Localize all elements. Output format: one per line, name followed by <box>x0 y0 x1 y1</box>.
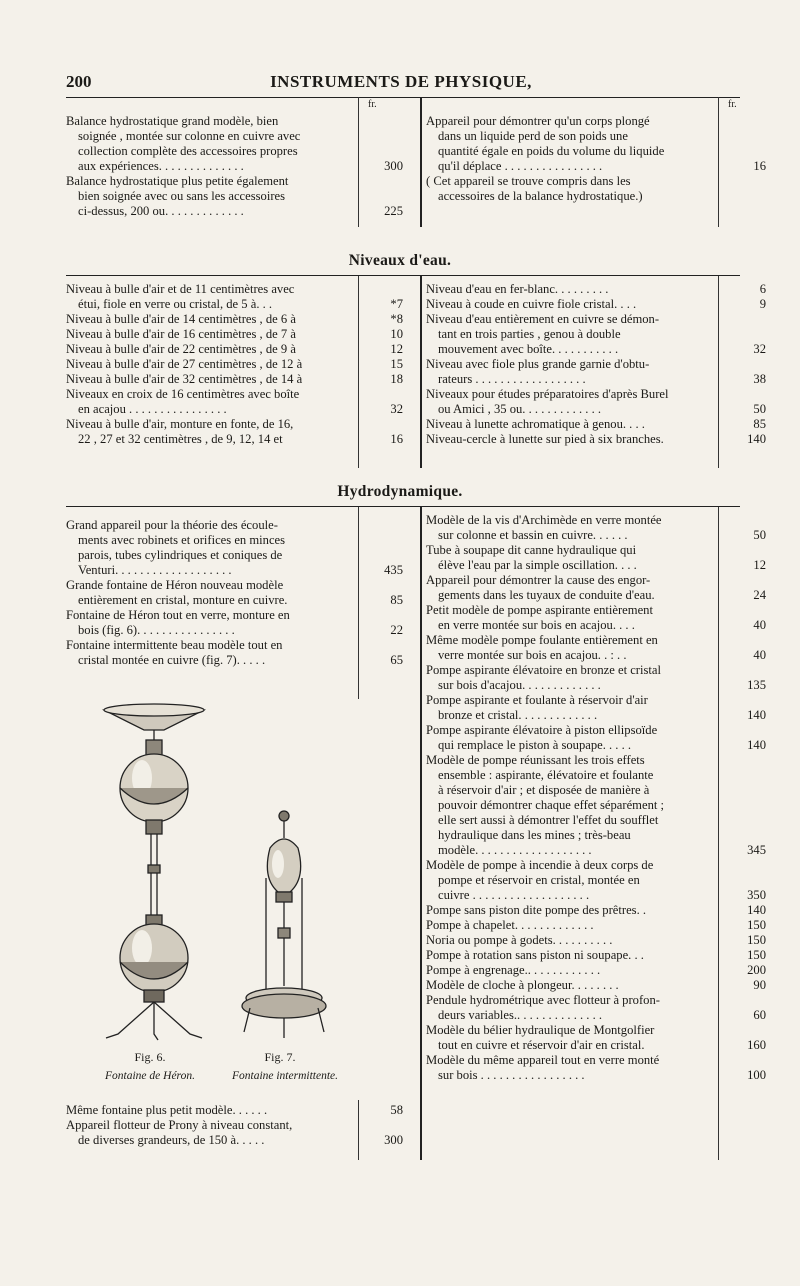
entry-description <box>66 608 357 638</box>
entry-description <box>66 357 357 372</box>
entry-line: Même fontaine plus petit modèle. . . . . . <box>66 1103 268 1117</box>
entry-line: ensemble : aspirante, élévatoire et foulante <box>438 768 654 782</box>
entry-description <box>66 372 357 387</box>
entry-description <box>66 342 357 357</box>
catalog-entry <box>426 918 766 933</box>
entry-line: Balance hydrostatique grand modèle, bien <box>66 114 279 128</box>
entry-line: Niveau à coude en cuivre fiole cristal. . . . <box>426 297 637 311</box>
entry-description <box>426 978 720 993</box>
entry-description <box>66 282 357 312</box>
entry-description <box>66 387 357 417</box>
entry-line: Niveau à bulle d'air de 32 centimètres , de 14 à <box>66 372 303 386</box>
entry-line: ments avec robinets et orifices en minces <box>78 533 286 547</box>
hydro-right-column <box>426 513 766 1083</box>
entry-line: Même modèle pompe foulante entièrement en <box>426 633 658 647</box>
catalog-entry <box>426 948 766 963</box>
entry-price: 100 <box>747 1068 766 1082</box>
entry-description <box>426 114 720 174</box>
entry-description <box>66 312 357 327</box>
entry-line: Niveau à bulle d'air de 16 centimètres , de 7 à <box>66 327 296 341</box>
entry-line: pouvoir démontrer chaque effet séparément ; <box>438 798 665 812</box>
catalog-entry <box>426 387 766 417</box>
entry-price: 300 <box>384 159 403 173</box>
entry-line: Modèle du même appareil tout en verre monté <box>426 1053 660 1067</box>
catalog-entry <box>426 978 766 993</box>
catalog-entry <box>426 903 766 918</box>
entry-line: hydraulique dans les mines ; très-beau <box>438 828 631 842</box>
entry-description <box>426 312 720 357</box>
entry-price: 40 <box>753 648 766 662</box>
catalog-entry <box>426 723 766 753</box>
catalog-entry <box>426 282 766 297</box>
catalog-entry <box>426 357 766 387</box>
entry-line: aux expériences. . . . . . . . . . . . . . <box>78 159 244 173</box>
entry-line: Niveau d'eau en fer-blanc. . . . . . . . . <box>426 282 609 296</box>
entry-line: soignée , montée sur colonne en cuivre avec <box>78 129 301 143</box>
entry-description <box>426 432 720 447</box>
entry-price: 32 <box>753 342 766 356</box>
currency-label-right: fr. <box>728 99 737 110</box>
entry-price: 85 <box>390 593 403 607</box>
entry-line: Pendule hydrométrique avec flotteur à profon- <box>426 993 660 1007</box>
entry-line: sur bois d'acajou. . . . . . . . . . . . . <box>438 678 601 692</box>
entry-description <box>66 518 357 578</box>
entry-description <box>426 603 720 633</box>
entry-line: Appareil pour démontrer la cause des engor- <box>426 573 651 587</box>
catalog-entry <box>66 638 403 668</box>
entry-price: 9 <box>759 297 766 311</box>
entry-price: 150 <box>747 948 766 962</box>
entry-description <box>426 1053 720 1083</box>
header-rule <box>66 97 740 98</box>
entry-price: 200 <box>747 963 766 977</box>
entry-description <box>426 387 720 417</box>
entry-price: 85 <box>753 417 766 431</box>
entry-line: Niveaux pour études préparatoires d'après Burel <box>426 387 669 401</box>
entry-line: Niveau à bulle d'air de 27 centimètres , de 12 à <box>66 357 303 371</box>
catalog-entry <box>66 578 403 608</box>
entry-price: 300 <box>384 1133 403 1147</box>
entry-line: pompe et réservoir en cristal, montée en <box>438 873 640 887</box>
entry-line: Modèle de la vis d'Archimède en verre montée <box>426 513 662 527</box>
entry-line: dans un liquide perd de son poids une <box>438 129 628 143</box>
entry-description <box>426 357 720 387</box>
entry-line: Grande fontaine de Héron nouveau modèle <box>66 578 284 592</box>
entry-description <box>426 903 720 918</box>
entry-line: Balance hydrostatique plus petite également <box>66 174 289 188</box>
niveaux-left-column <box>66 282 403 447</box>
section-rule <box>66 275 740 276</box>
entry-line: gements dans les tuyaux de conduite d'eau. <box>438 588 655 602</box>
entry-line: Petit modèle de pompe aspirante entièrement <box>426 603 653 617</box>
entry-line: Modèle du bélier hydraulique de Montgolfier <box>426 1023 655 1037</box>
figure-7-label: Fig. 7. <box>264 1050 296 1064</box>
entry-price: 50 <box>753 402 766 416</box>
catalog-entry <box>426 174 766 204</box>
entry-description <box>426 573 720 603</box>
catalog-entry <box>66 327 403 342</box>
entry-line: bien soignée avec ou sans les accessoires <box>78 189 286 203</box>
catalog-entry <box>66 387 403 417</box>
entry-description <box>66 327 357 342</box>
entry-line: élève l'eau par la simple oscillation. . . . <box>438 558 637 572</box>
entry-description <box>66 114 357 174</box>
entry-price: 50 <box>753 528 766 542</box>
entry-line: sur colonne et bassin en cuivre. . . . . . <box>438 528 628 542</box>
entry-description <box>426 693 720 723</box>
entry-line: Niveau avec fiole plus grande garnie d'obtu- <box>426 357 650 371</box>
entry-description <box>426 543 720 573</box>
entry-price: 90 <box>753 978 766 992</box>
entry-price: 58 <box>390 1103 403 1117</box>
entry-price: 225 <box>384 204 403 218</box>
catalog-entry <box>66 1103 403 1118</box>
entry-line: Venturi. . . . . . . . . . . . . . . . . . . <box>78 563 232 577</box>
entry-line: Modèle de pompe réunissant les trois effets <box>426 753 645 767</box>
entry-line: Pompe aspirante élévatoire en bronze et cristal <box>426 663 661 677</box>
catalog-entry <box>426 933 766 948</box>
entry-price: 6 <box>759 282 766 296</box>
entry-line: verre montée sur bois en acajou. . : . . <box>438 648 627 662</box>
entry-line: ( Cet appareil se trouve compris dans les <box>426 174 631 188</box>
entry-line: Niveau à bulle d'air et de 11 centimètres avec <box>66 282 295 296</box>
entry-line: Niveau-cercle à lunette sur pied à six branches. <box>426 432 664 446</box>
catalog-entry <box>426 297 766 312</box>
entry-price: 16 <box>390 432 403 446</box>
entry-description <box>426 417 720 432</box>
section-title-niveaux: Niveaux d'eau. <box>348 252 452 269</box>
top-right-column <box>426 114 766 204</box>
entry-line: en verre montée sur bois en acajou. . . . <box>438 618 635 632</box>
entry-line: Pompe à chapelet. . . . . . . . . . . . . <box>426 918 594 932</box>
entry-description <box>426 513 720 543</box>
catalog-entry <box>66 174 403 219</box>
catalog-entry <box>66 372 403 387</box>
entry-price: 140 <box>747 708 766 722</box>
entry-description <box>426 948 720 963</box>
entry-price: 12 <box>753 558 766 572</box>
entry-line: Niveau à lunette achromatique à genou. . . . <box>426 417 645 431</box>
entry-line: Niveau d'eau entièrement en cuivre se démon- <box>426 312 660 326</box>
entry-line: Tube à soupape dit canne hydraulique qui <box>426 543 637 557</box>
entry-line: cristal montée en cuivre (fig. 7). . . . . <box>78 653 266 667</box>
entry-price: 140 <box>747 738 766 752</box>
entry-price: 150 <box>747 933 766 947</box>
catalog-entry <box>426 312 766 357</box>
entry-line: mouvement avec boîte. . . . . . . . . . . <box>438 342 619 356</box>
catalog-entry <box>66 312 403 327</box>
entry-description <box>426 858 720 903</box>
entry-description <box>66 1103 357 1118</box>
entry-description <box>426 753 720 858</box>
entry-price: 38 <box>753 372 766 386</box>
column-divider <box>420 507 422 1160</box>
entry-price: 60 <box>753 1008 766 1022</box>
entry-line: entièrement en cristal, monture en cuivre. <box>78 593 288 607</box>
page-number: 200 <box>66 72 92 91</box>
catalog-entry <box>426 432 766 447</box>
entry-line: bois (fig. 6). . . . . . . . . . . . . . . . <box>78 623 235 637</box>
entry-line: à réservoir d'air ; et disposée de manière à <box>438 783 650 797</box>
entry-description <box>426 933 720 948</box>
entry-description <box>426 297 720 312</box>
entry-line: en acajou . . . . . . . . . . . . . . . . <box>78 402 227 416</box>
entry-line: Noria ou pompe à godets. . . . . . . . . . <box>426 933 613 947</box>
catalog-entry <box>426 603 766 633</box>
catalog-entry <box>66 114 403 174</box>
entry-line: bronze et cristal. . . . . . . . . . . . . <box>438 708 598 722</box>
entry-line: Pompe aspirante élévatoire à piston ellipsoïde <box>426 723 658 737</box>
entry-price: 22 <box>390 623 403 637</box>
entry-description <box>66 638 357 668</box>
catalog-entry <box>426 573 766 603</box>
entry-price: 24 <box>753 588 766 602</box>
entry-price: 65 <box>390 653 403 667</box>
entry-line: sur bois . . . . . . . . . . . . . . . . . <box>438 1068 585 1082</box>
entry-line: quantité égale en poids du volume du liquide <box>438 144 665 158</box>
entry-description <box>426 963 720 978</box>
entry-price: 135 <box>747 678 766 692</box>
entry-line: accessoires de la balance hydrostatique.) <box>438 189 643 203</box>
catalog-entry <box>66 417 403 447</box>
catalog-entry <box>426 543 766 573</box>
entry-line: elle sert aussi à démontrer l'effet du soufflet <box>438 813 659 827</box>
entry-description <box>426 1023 720 1053</box>
entry-description <box>426 174 720 204</box>
running-title: INSTRUMENTS DE PHYSIQUE, <box>270 72 532 91</box>
catalog-entry <box>426 693 766 723</box>
entry-description <box>66 174 357 219</box>
heron-fountain-illustration <box>98 700 210 1045</box>
entry-price: 140 <box>747 903 766 917</box>
figure-6-caption: Fontaine de Héron. <box>105 1070 195 1082</box>
entry-line: Pompe à engrenage.. . . . . . . . . . . . <box>426 963 601 977</box>
catalog-entry <box>66 342 403 357</box>
entry-line: 22 , 27 et 32 centimètres , de 9, 12, 14 et <box>78 432 283 446</box>
entry-line: cuivre . . . . . . . . . . . . . . . . . . . <box>438 888 590 902</box>
entry-line: deurs variables.. . . . . . . . . . . . . . <box>438 1008 603 1022</box>
entry-description <box>426 918 720 933</box>
entry-price: *7 <box>390 297 403 311</box>
hydro-left-column <box>66 518 403 668</box>
catalog-entry <box>66 1118 403 1148</box>
entry-price: 160 <box>747 1038 766 1052</box>
section-rule <box>66 506 740 507</box>
entry-price: 345 <box>747 843 766 857</box>
entry-line: ou Amici , 35 ou. . . . . . . . . . . . . <box>438 402 602 416</box>
entry-line: Pompe à rotation sans piston ni soupape. . . <box>426 948 644 962</box>
entry-line: Niveau à bulle d'air de 22 centimètres , de 9 à <box>66 342 296 356</box>
entry-line: tout en cuivre et réservoir d'air en cristal. <box>438 1038 645 1052</box>
catalog-entry <box>426 1053 766 1083</box>
entry-line: étui, fiole en verre ou cristal, de 5 à. . . <box>78 297 273 311</box>
catalog-entry <box>426 1023 766 1053</box>
figure-7-caption: Fontaine intermittente. <box>231 1070 339 1082</box>
entry-line: rateurs . . . . . . . . . . . . . . . . . . <box>438 372 586 386</box>
column-divider <box>420 97 422 227</box>
catalog-entry <box>426 417 766 432</box>
column-divider <box>420 276 422 468</box>
catalog-entry <box>426 663 766 693</box>
entry-line: Modèle de pompe à incendie à deux corps de <box>426 858 654 872</box>
entry-line: parois, tubes cylindriques et coniques de <box>78 548 283 562</box>
entry-line: Fontaine de Héron tout en verre, monture en <box>66 608 290 622</box>
entry-description <box>426 282 720 297</box>
intermittent-fountain-illustration <box>240 808 340 1043</box>
catalog-entry <box>426 633 766 663</box>
entry-description <box>66 1118 357 1148</box>
catalog-entry <box>66 518 403 578</box>
entry-price: 16 <box>753 159 766 173</box>
entry-line: Pompe aspirante et foulante à réservoir d'air <box>426 693 648 707</box>
entry-description <box>426 993 720 1023</box>
entry-line: de diverses grandeurs, de 150 à. . . . . <box>78 1133 265 1147</box>
catalog-entry <box>426 114 766 174</box>
catalog-entry <box>66 282 403 312</box>
catalog-entry <box>426 858 766 903</box>
entry-price: 32 <box>390 402 403 416</box>
entry-description <box>426 663 720 693</box>
entry-line: Fontaine intermittente beau modèle tout en <box>66 638 283 652</box>
entry-line: Niveau à bulle d'air, monture en fonte, de 16, <box>66 417 294 431</box>
top-left-column <box>66 114 403 219</box>
entry-price: 18 <box>390 372 403 386</box>
catalog-entry <box>426 753 766 858</box>
entry-description <box>426 633 720 663</box>
entry-line: Modèle de cloche à plongeur. . . . . . . . <box>426 978 619 992</box>
entry-line: Appareil flotteur de Prony à niveau constant, <box>66 1118 293 1132</box>
entry-price: 350 <box>747 888 766 902</box>
hydro-left-bottom-column <box>66 1103 403 1148</box>
entry-price: 150 <box>747 918 766 932</box>
entry-line: modèle. . . . . . . . . . . . . . . . . . . <box>438 843 592 857</box>
entry-price: 435 <box>384 563 403 577</box>
entry-price: 12 <box>390 342 403 356</box>
page-header <box>62 72 740 96</box>
entry-price: 15 <box>390 357 403 371</box>
entry-description <box>66 578 357 608</box>
entry-line: collection complète des accessoires propres <box>78 144 298 158</box>
entry-price: 40 <box>753 618 766 632</box>
catalog-entry <box>426 963 766 978</box>
entry-line: Grand appareil pour la théorie des écoule- <box>66 518 278 532</box>
entry-line: tant en trois parties , genou à double <box>438 327 621 341</box>
catalog-entry <box>426 993 766 1023</box>
entry-line: Niveau à bulle d'air de 14 centimètres , de 6 à <box>66 312 296 326</box>
entry-description <box>66 417 357 447</box>
catalog-entry <box>66 357 403 372</box>
entry-line: Appareil pour démontrer qu'un corps plongé <box>426 114 650 128</box>
entry-line: qu'il déplace . . . . . . . . . . . . . . . . <box>438 159 603 173</box>
entry-price: *8 <box>390 312 403 326</box>
entry-line: qui remplace le piston à soupape. . . . . <box>438 738 632 752</box>
entry-line: Pompe sans piston dite pompe des prêtres. . <box>426 903 647 917</box>
currency-label-left: fr. <box>368 99 377 110</box>
catalog-entry <box>426 513 766 543</box>
niveaux-right-column <box>426 282 766 447</box>
entry-line: ci-dessus, 200 ou. . . . . . . . . . . . . <box>78 204 244 218</box>
figure-6-label: Fig. 6. <box>134 1050 166 1064</box>
section-title-hydrodynamique: Hydrodynamique. <box>337 483 463 500</box>
entry-price: 10 <box>390 327 403 341</box>
catalog-entry <box>66 608 403 638</box>
entry-price: 140 <box>747 432 766 446</box>
entry-line: Niveaux en croix de 16 centimètres avec boîte <box>66 387 300 401</box>
entry-description <box>426 723 720 753</box>
